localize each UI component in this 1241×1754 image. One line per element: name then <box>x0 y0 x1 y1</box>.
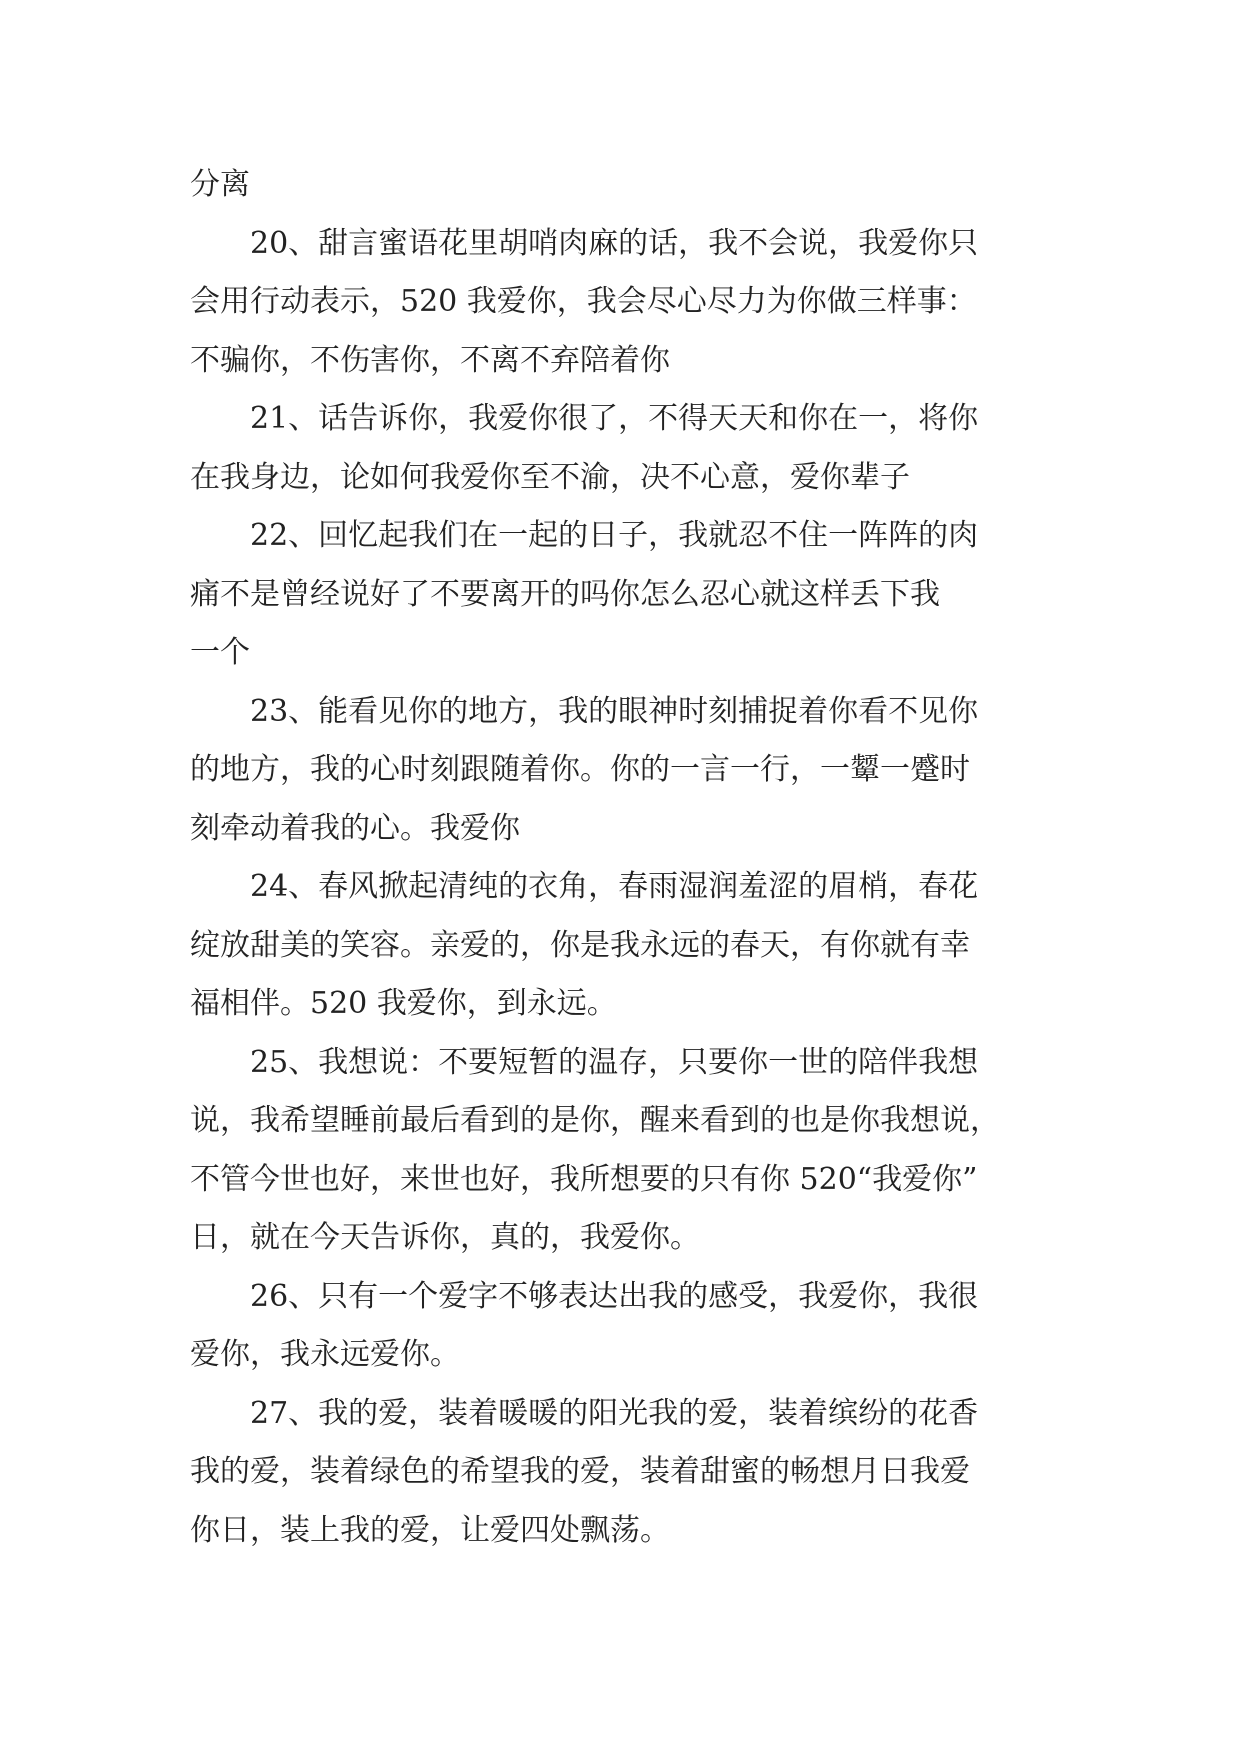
text-line: 24、春风掀起清纯的衣角，春雨湿润羞涩的眉梢，春花 <box>250 869 979 904</box>
text-line: 在我身边，论如何我爱你至不渝，决不心意，爱你辈子 <box>190 459 910 495</box>
text-line: 22、回忆起我们在一起的日子，我就忍不住一阵阵的肉 <box>250 518 979 553</box>
paragraph-26 <box>190 1268 1070 1385</box>
text-line: 20、甜言蜜语花里胡哨肉麻的话，我不会说，我爱你只 <box>250 225 979 261</box>
paragraph-20 <box>190 215 1070 391</box>
paragraph-fenli <box>190 156 1070 215</box>
text-line: 不管今世也好，来世也好，我所想要的只有你 520“我爱你” <box>190 1161 978 1197</box>
text-line: 一个 <box>190 635 250 670</box>
text-line: 痛不是曾经说好了不要离开的吗你怎么忍心就这样丢下我 <box>190 576 940 612</box>
text-line: 分离 <box>190 167 250 202</box>
text-line: 的地方，我的心时刻跟随着你。你的一言一行，一颦一蹙时 <box>190 752 970 787</box>
text-line: 27、我的爱，装着暖暖的阳光我的爱，装着缤纷的花香 <box>250 1395 979 1431</box>
text-line: 日，就在今天告诉你，真的，我爱你。 <box>190 1220 700 1255</box>
text-line: 26、只有一个爱字不够表达出我的感受，我爱你，我很 <box>250 1278 979 1314</box>
text-line: 25、我想说：不要短暂的温存，只要你一世的陪伴我想 <box>250 1044 979 1080</box>
text-line: 你日，装上我的爱，让爱四处飘荡。 <box>190 1512 670 1548</box>
paragraph-25 <box>190 1034 1070 1268</box>
paragraph-21 <box>190 390 1070 507</box>
paragraph-23 <box>190 683 1070 859</box>
text-line: 爱你，我永远爱你。 <box>190 1337 460 1372</box>
text-line: 21、话告诉你，我爱你很了，不得天天和你在一，将你 <box>250 401 979 436</box>
text-line: 不骗你，不伤害你，不离不弃陪着你 <box>190 342 670 378</box>
paragraph-27 <box>190 1385 1070 1561</box>
text-line: 福相伴。520 我爱你，到永远。 <box>190 986 617 1021</box>
paragraph-24 <box>190 858 1070 1034</box>
text-line: 绽放甜美的笑容。亲爱的，你是我永远的春天，有你就有幸 <box>190 927 970 963</box>
text-line: 会用行动表示，520 我爱你，我会尽心尽力为你做三样事： <box>190 284 977 319</box>
text-line: 刻牵动着我的心。我爱你 <box>190 810 520 846</box>
document-body <box>190 156 1070 1560</box>
text-line: 说，我希望睡前最后看到的是你，醒来看到的也是你我想说， <box>190 1103 1000 1138</box>
text-line: 我的爱，装着绿色的希望我的爱，装着甜蜜的畅想月日我爱 <box>190 1454 970 1489</box>
paragraph-22 <box>190 507 1070 683</box>
text-line: 23、能看见你的地方，我的眼神时刻捕捉着你看不见你 <box>250 693 979 729</box>
